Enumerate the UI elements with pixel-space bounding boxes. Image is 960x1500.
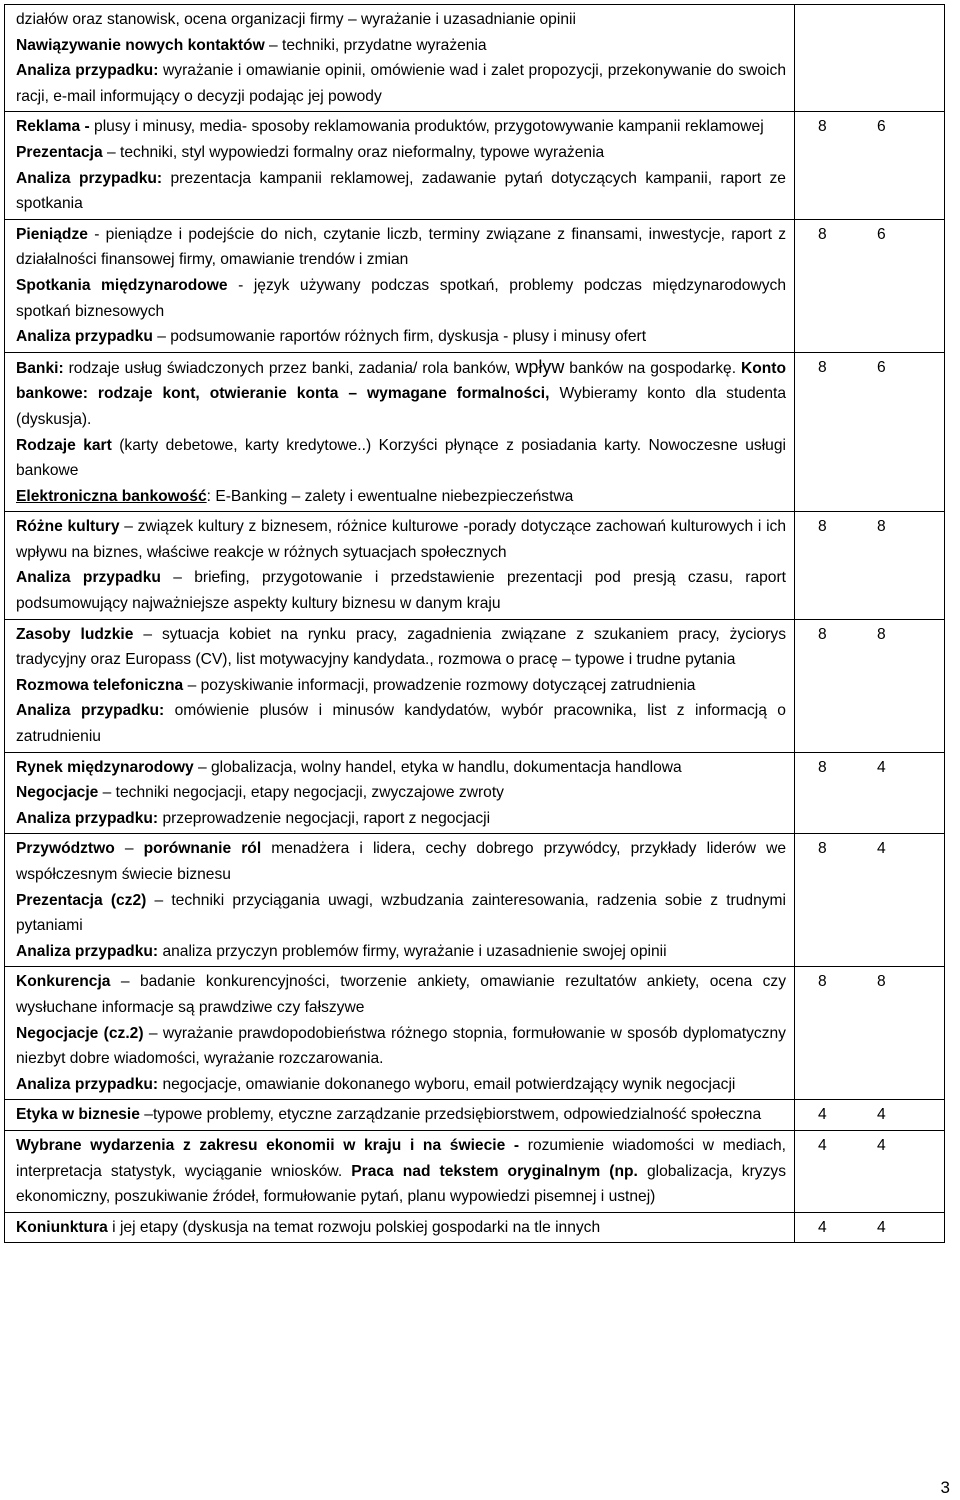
hours-value-2: 8 — [877, 973, 886, 991]
bold-text: Pieniądze — [16, 225, 88, 243]
text: przeprowadzenie negocjacji, raport z negocjacji — [158, 809, 491, 827]
topic-row — [5, 352, 945, 512]
hours-value-2: 6 — [877, 118, 886, 136]
bold-text: Rozmowa telefoniczna — [16, 676, 184, 694]
topic-paragraph — [16, 514, 786, 565]
topic-paragraph — [16, 939, 786, 965]
bold-text: Reklama - — [16, 118, 95, 136]
text: – techniki, styl wypowiedzi formalny oraz nieformalny, typowe wyrażenia — [102, 143, 605, 161]
hours-value-1: 4 — [818, 1136, 827, 1154]
bold-text: Wybrane wydarzenia z zakresu ekonomii w kraju i na świecie - — [16, 1136, 520, 1154]
topic-description — [5, 352, 795, 512]
syllabus-rows — [5, 5, 945, 1243]
text: – techniki, przydatne wyrażenia — [264, 36, 487, 54]
text: – związek kultury z biznesem, różnice kulturowe -porady dotyczące zachowań kulturowych i ich wpływu na biznes, właściwe reakcje w różnych sytuacjach społecznych — [16, 518, 786, 561]
hours-value-2: 8 — [877, 518, 886, 536]
bold-text: Elektroniczna bankowość — [16, 487, 207, 505]
topic-paragraph — [16, 222, 786, 273]
topic-description — [5, 967, 795, 1100]
hours-cell — [795, 619, 945, 752]
hours-value-2: 4 — [877, 1106, 886, 1124]
bold-text: Zasoby ludzkie — [16, 625, 134, 643]
topic-description — [5, 752, 795, 834]
topic-description — [5, 1100, 795, 1131]
bold-text: Konto bankowe: rodzaje kont, otwieranie konta – wymagane formalności, — [16, 359, 786, 403]
topic-paragraph — [16, 673, 786, 699]
text: – wyrażanie prawdopodobieństwa różnego stopnia, formułowanie w sposób dyplomatyczny niezbyt dobre wiadomości, wyrażanie rozczarowania. — [16, 1024, 786, 1068]
topic-paragraph — [16, 114, 786, 140]
text: –typowe problemy, etyczne zarządzanie przedsiębiorstwem, odpowiedzialność społeczna — [139, 1106, 762, 1124]
topic-paragraph — [16, 1133, 786, 1210]
text: negocjacje, omawianie dokonanego wyboru, email potwierdzający wynik negocjacji — [158, 1075, 736, 1093]
text: Wybieramy konto dla studenta (dyskusja). — [16, 385, 787, 428]
topic-paragraph — [16, 622, 786, 673]
bold-text: Przywództwo — [16, 840, 115, 858]
topic-paragraph — [16, 140, 786, 166]
bold-text: Różne kultury — [16, 518, 120, 536]
topic-paragraph — [16, 433, 786, 484]
bold-text: Koniunktura — [16, 1218, 108, 1236]
page-number: 3 — [940, 1478, 950, 1497]
hours-cell — [795, 219, 945, 352]
hours-value-1: 8 — [818, 118, 827, 136]
topic-paragraph — [16, 7, 786, 33]
text: wyrażanie i omawianie opinii, omówienie wad i zalet propozycji, przekonywanie do swoich racji, e-mail informujący o decyzji podając jej powody — [16, 62, 786, 105]
topic-paragraph — [16, 1102, 786, 1128]
text: – pozyskiwanie informacji, prowadzenie rozmowy dotyczącej zatrudnienia — [183, 676, 696, 694]
topic-paragraph — [16, 166, 786, 217]
topic-paragraph — [16, 1072, 786, 1098]
hours-value-1: 8 — [818, 518, 827, 536]
hours-cell — [795, 1100, 945, 1131]
topic-paragraph — [16, 324, 786, 350]
text: rozumienie wiadomości w mediach, interpretacja statystyk, wyciąganie wniosków. — [16, 1136, 786, 1180]
topic-row — [5, 1130, 945, 1212]
bold-text: porównanie ról — [143, 840, 262, 858]
bold-text: Analiza przypadku: — [16, 702, 165, 720]
topic-row — [5, 512, 945, 619]
text: menadżera i lidera, cechy dobrego przywódcy, przykłady liderów we współczesnym świecie biznesu — [16, 840, 786, 883]
topic-description — [5, 1130, 795, 1212]
bold-text: Analiza przypadku: — [16, 942, 159, 960]
bold-text: Analiza przypadku — [16, 569, 161, 587]
hours-value-1: 8 — [818, 625, 827, 643]
topic-row — [5, 619, 945, 752]
text: globalizacja, kryzys ekonomiczny, poszukiwanie źródeł, formułowanie pytań, planu wypowiedzi pisemnej i ustnej) — [16, 1162, 786, 1206]
hours-value-1: 8 — [818, 225, 827, 243]
topic-paragraph — [16, 1021, 786, 1072]
bold-text: Negocjacje (cz.2) — [16, 1024, 144, 1042]
hours-value-2: 6 — [877, 358, 886, 376]
hours-value-1: 8 — [818, 358, 827, 376]
hours-cell — [795, 752, 945, 834]
bold-text: Etyka w biznesie — [16, 1106, 140, 1124]
topic-row — [5, 219, 945, 352]
topic-row — [5, 967, 945, 1100]
bold-text: Negocjacje — [16, 784, 99, 802]
bold-text: Spotkania międzynarodowe — [16, 276, 228, 294]
hours-value-1: 8 — [818, 973, 827, 991]
text: prezentacja kampanii reklamowej, zadawanie pytań dotyczących kampanii, raport ze spotkania — [16, 169, 786, 213]
topic-description — [5, 834, 795, 967]
hours-cell — [795, 512, 945, 619]
topic-row — [5, 1100, 945, 1131]
topic-paragraph — [16, 780, 786, 806]
topic-paragraph — [16, 698, 786, 749]
topic-row — [5, 1212, 945, 1243]
topic-paragraph — [16, 755, 786, 781]
bold-text: Rodzaje kart — [16, 436, 112, 454]
bold-text: Nawiązywanie nowych kontaktów — [16, 36, 265, 54]
hours-cell — [795, 834, 945, 967]
text: omówienie plusów i minusów kandydatów, wybór pracownika, list z informacją o zatrudnieniu — [16, 702, 786, 746]
text: - język używany podczas spotkań, problemy podczas międzynarodowych spotkań biznesowych — [16, 276, 786, 320]
hours-cell — [795, 1130, 945, 1212]
text: banków na gospodarkę. — [564, 359, 741, 377]
topic-paragraph — [16, 33, 786, 59]
text: – sytuacja kobiet na rynku pracy, zagadnienia związane z szukaniem pracy, życiorys tradycyjny oraz Europass (CV), list motywacyjny kandydata., rozmowa o pracę – typowe i trudne pytania — [16, 625, 786, 669]
hours-value-1: 8 — [818, 840, 827, 858]
bold-text: Analiza przypadku: — [16, 809, 159, 827]
topic-description — [5, 112, 795, 219]
text: (karty debetowe, karty kredytowe..) Korzyści płynące z posiadania karty. Nowoczesne usługi bankowe — [16, 436, 786, 480]
text: działów oraz stanowisk, ocena organizacji firmy – wyrażanie i uzasadnianie opinii — [16, 11, 576, 28]
text: : E-Banking – zalety i ewentualne niebezpieczeństwa — [206, 487, 574, 505]
hours-value-2: 6 — [877, 225, 886, 243]
bold-text: Rynek międzynarodowy — [16, 758, 194, 776]
topic-row — [5, 752, 945, 834]
hours-cell — [795, 1212, 945, 1243]
topic-row — [5, 5, 945, 112]
text: i jej etapy (dyskusja na temat rozwoju polskiej gospodarki na tle innych — [107, 1218, 601, 1236]
text: – badanie konkurencyjności, tworzenie ankiety, omawianie rezultatów ankiety, ocena czy wysłuchane informacje są prawdziwe czy fałszywe — [16, 973, 786, 1016]
text: wpływ — [515, 356, 565, 377]
bold-text: Banki: — [16, 359, 64, 377]
text: analiza przyczyn problemów firmy, wyrażanie i uzasadnienie swojej opinii — [158, 942, 667, 960]
topic-description — [5, 5, 795, 112]
text: – globalizacja, wolny handel, etyka w handlu, dokumentacja handlowa — [193, 758, 682, 776]
topic-paragraph — [16, 355, 786, 433]
topic-paragraph — [16, 58, 786, 109]
text: – techniki negocjacji, etapy negocjacji, zwyczajowe zwroty — [98, 784, 504, 802]
topic-row — [5, 112, 945, 219]
hours-value-1: 8 — [818, 758, 827, 776]
bold-text: Konkurencja — [16, 973, 111, 991]
topic-description — [5, 219, 795, 352]
bold-text: Analiza przypadku — [16, 328, 153, 346]
hours-cell — [795, 352, 945, 512]
syllabus-table — [4, 4, 945, 1243]
hours-value-2: 8 — [877, 625, 886, 643]
hours-value-2: 4 — [877, 1136, 886, 1154]
topic-paragraph — [16, 484, 786, 510]
text: plusy i minusy, media- sposoby reklamowania produktów, przygotowywanie kampanii reklamowej — [94, 118, 764, 136]
text: - pieniądze i podejście do nich, czytanie liczb, terminy związane z finansami, inwestycje, raport z działalności finansowej firmy, omawianie trendów i zmian — [16, 225, 786, 269]
hours-value-1: 4 — [818, 1218, 827, 1236]
bold-text: Prezentacja — [16, 143, 103, 161]
text: – briefing, przygotowanie i przedstawienie prezentacji pod presją czasu, raport podsumowujący najważniejsze aspekty kultury biznesu w danym kraju — [16, 569, 786, 613]
topic-description — [5, 619, 795, 752]
topic-paragraph — [16, 1215, 786, 1241]
hours-value-2: 4 — [877, 1218, 886, 1236]
topic-paragraph — [16, 565, 786, 616]
hours-cell — [795, 112, 945, 219]
text: – techniki przyciągania uwagi, wzbudzania zainteresowania, radzenia sobie z trudnymi pytaniami — [16, 891, 786, 935]
topic-paragraph — [16, 888, 786, 939]
topic-paragraph — [16, 969, 786, 1020]
text: – podsumowanie raportów różnych firm, dyskusja - plusy i minusy ofert — [152, 328, 647, 346]
topic-description — [5, 512, 795, 619]
topic-row — [5, 834, 945, 967]
bold-text: Analiza przypadku: — [16, 1075, 159, 1093]
hours-value-2: 4 — [877, 840, 886, 858]
hours-value-1: 4 — [818, 1106, 827, 1124]
bold-text: Analiza przypadku: — [16, 169, 163, 187]
bold-text: Prezentacja (cz2) — [16, 891, 147, 909]
hours-cell — [795, 967, 945, 1100]
bold-text: Praca nad tekstem oryginalnym (np. — [351, 1162, 638, 1180]
hours-value-2: 4 — [877, 758, 886, 776]
topic-paragraph — [16, 836, 786, 887]
topic-paragraph — [16, 273, 786, 324]
text: rodzaje usług świadczonych przez banki, zadania/ rola banków, — [63, 359, 516, 377]
hours-cell — [795, 5, 945, 112]
topic-paragraph — [16, 806, 786, 832]
text: – — [114, 840, 144, 858]
topic-description — [5, 1212, 795, 1243]
bold-text: Analiza przypadku: — [16, 62, 159, 80]
